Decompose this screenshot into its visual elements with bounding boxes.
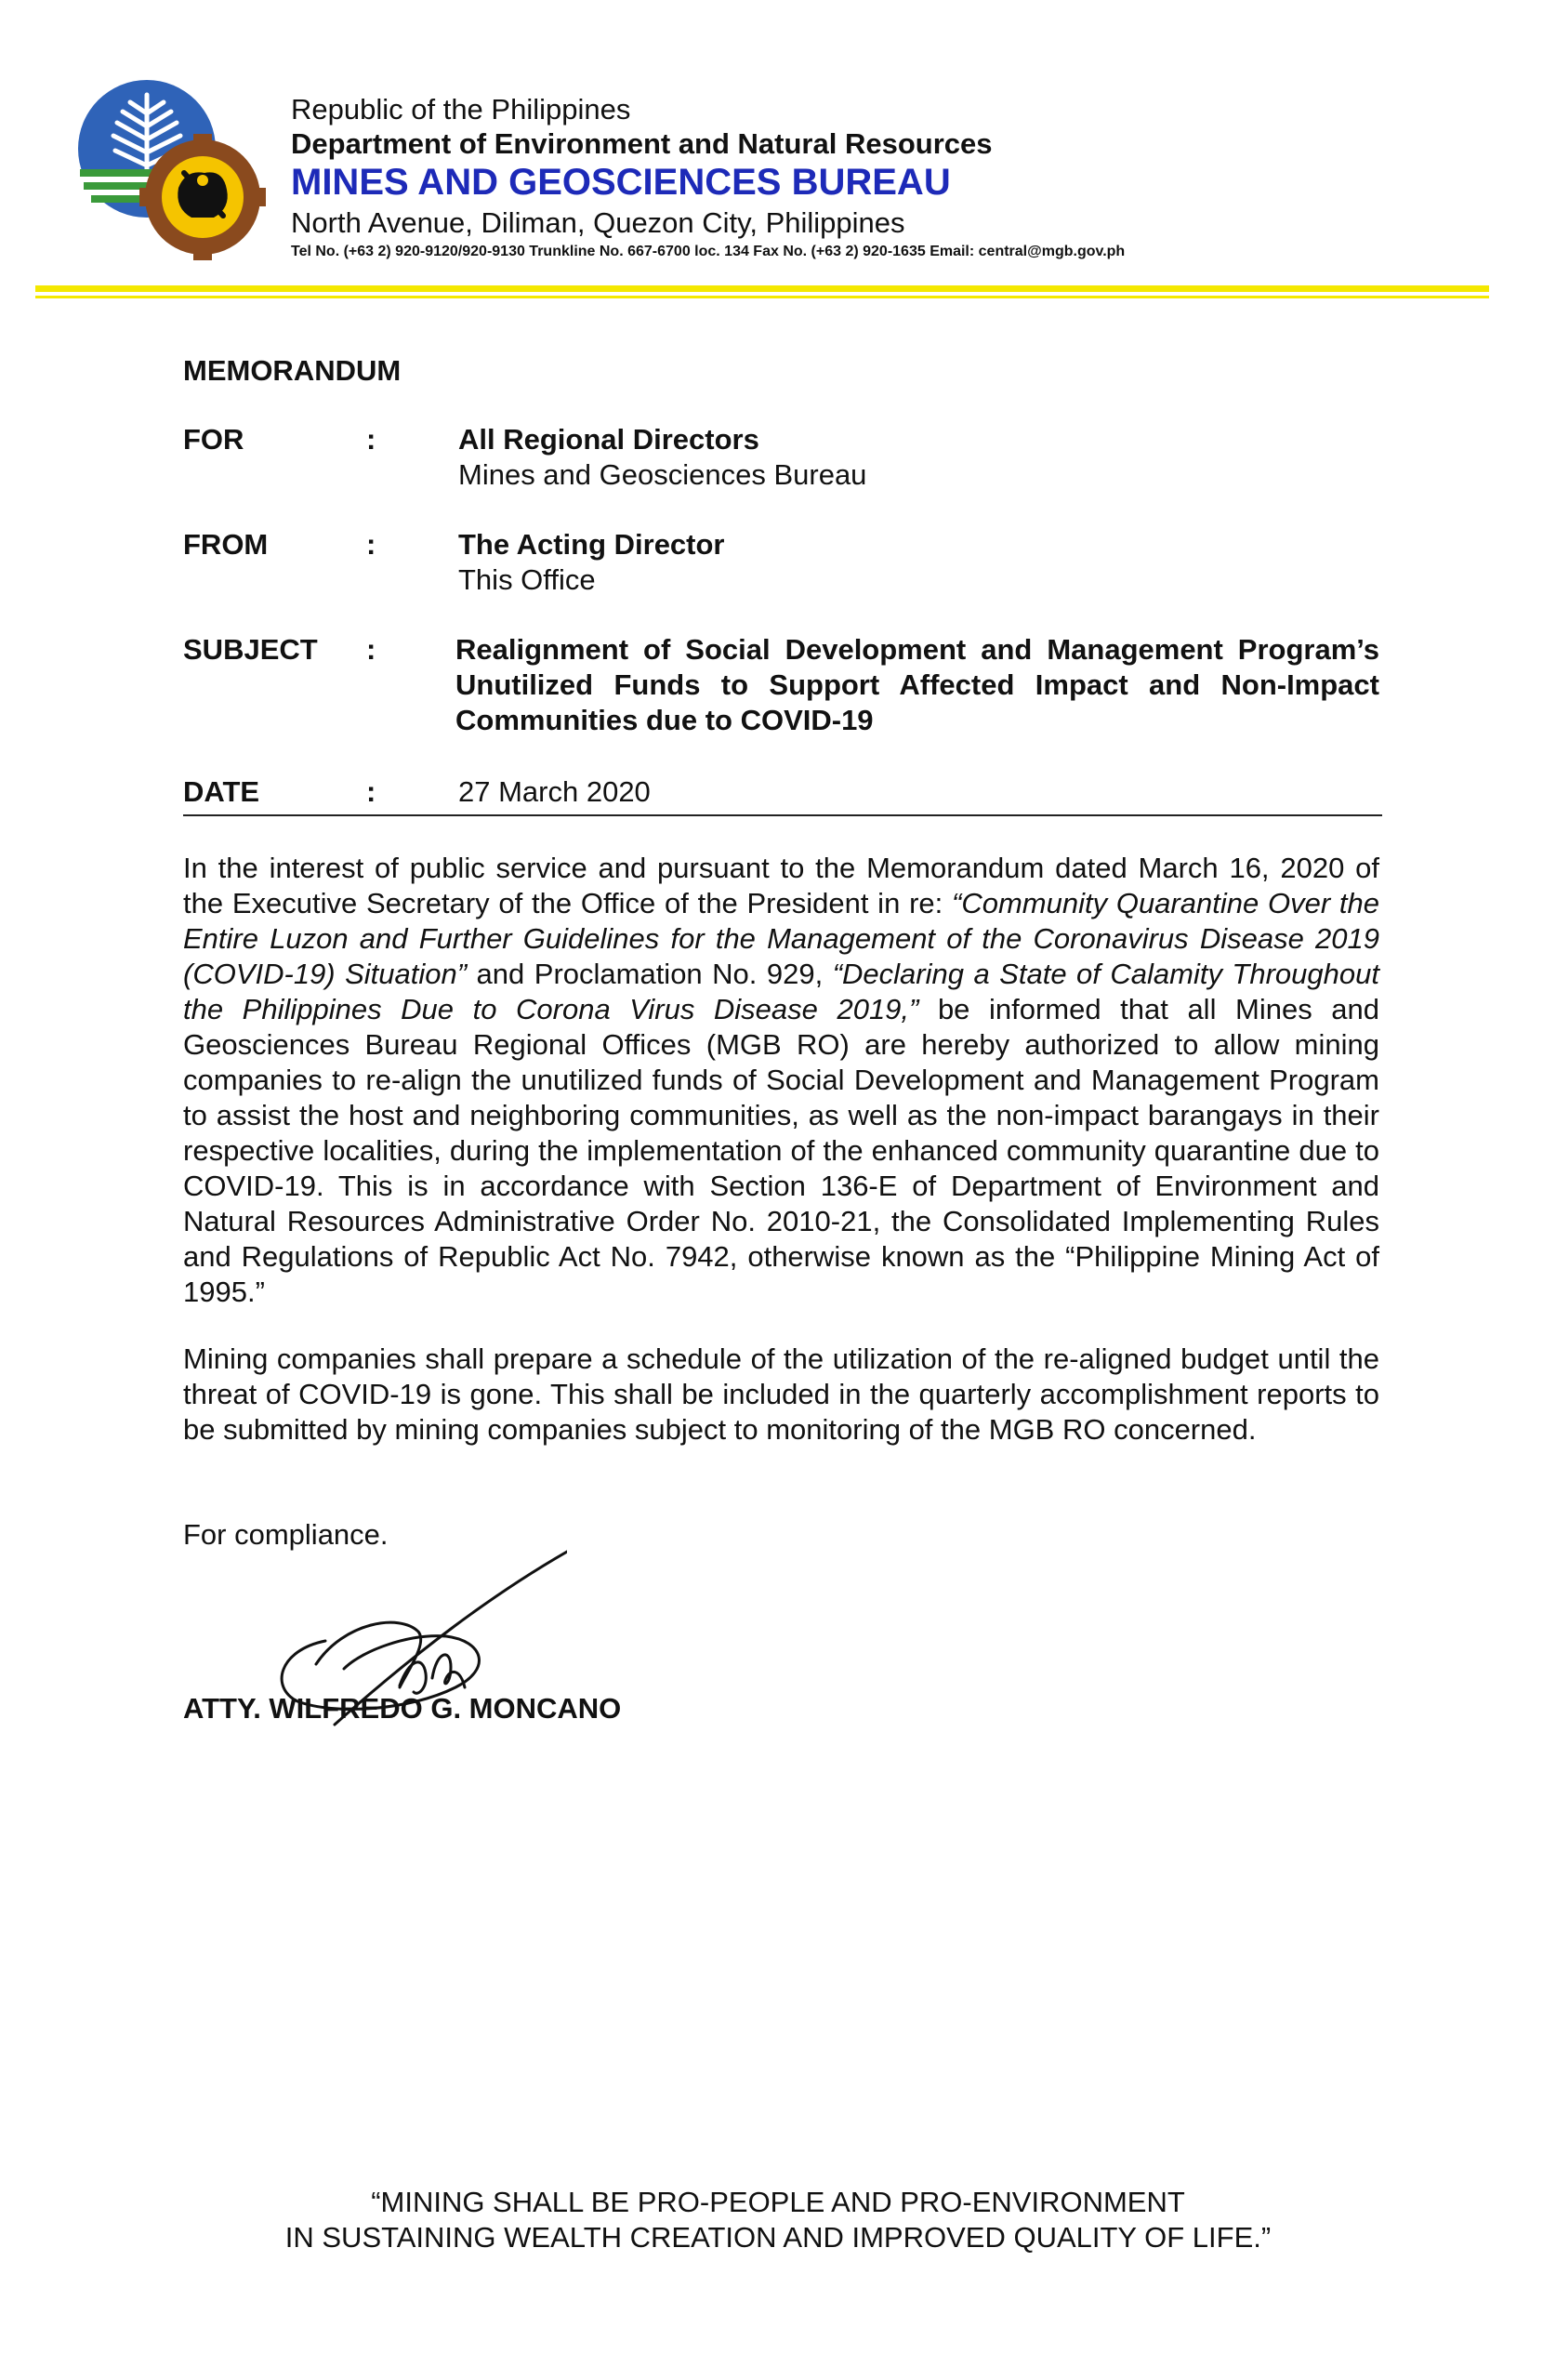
for-label: FOR [183, 423, 244, 456]
memo-title: MEMORANDUM [183, 354, 402, 387]
motto-line-2: IN SUSTAINING WEALTH CREATION AND IMPROVED QUALITY OF LIFE.” [284, 2221, 1272, 2254]
subject-text: Realignment of Social Development and Management Program’s Unutilized Funds to Support Affected Impact and Non-Impact Communities due to COVID-19 [455, 633, 1379, 736]
date-label: DATE [183, 775, 260, 808]
letterhead-country: Republic of the Philippines [291, 93, 631, 126]
for-colon: : [366, 423, 376, 456]
closing-line: For compliance. [183, 1518, 389, 1551]
header-divider [183, 814, 1382, 816]
from-name: The Acting Director [458, 528, 725, 561]
letterhead-contact: Tel No. (+63 2) 920-9120/920-9130 Trunkline No. 667-6700 loc. 134 Fax No. (+63 2) 920-1635 Email: central@mgb.gov.ph [291, 244, 1126, 259]
dern-mgb-seal-icon [74, 76, 270, 262]
letterhead-address: North Avenue, Diliman, Quezon City, Philippines [291, 206, 905, 239]
letterhead-bureau: MINES AND GEOSCIENCES BUREAU [291, 162, 951, 203]
body-paragraph-1 [183, 851, 1379, 1310]
letterhead-rule-thin [35, 296, 1489, 298]
signatory-name: ATTY. WILFREDO G. MONCANO [183, 1692, 622, 1725]
date-value: 27 March 2020 [458, 775, 651, 808]
p1-and: and Proclamation No. 929, [467, 958, 833, 990]
from-office: This Office [458, 563, 596, 596]
footer-motto [0, 2185, 1556, 2255]
p1-memo-title: “Community Quarantine Over the Entire Luzon and Further Guidelines for the Management of the Coronavirus Disease 2019 (COVID-19) Situation” [183, 887, 1379, 990]
letterhead-rule [35, 285, 1489, 292]
subject-label: SUBJECT [183, 633, 318, 666]
from-colon: : [366, 528, 376, 561]
from-label: FROM [183, 528, 269, 561]
subject-colon: : [366, 633, 376, 666]
letterhead-department: Department of Environment and Natural Resources [291, 127, 993, 160]
for-name: All Regional Directors [458, 423, 759, 456]
for-office: Mines and Geosciences Bureau [458, 458, 867, 491]
motto-line-1: “MINING SHALL BE PRO-PEOPLE AND PRO-ENVIRONMENT [371, 2186, 1185, 2218]
p1-rest: be informed that all Mines and Geosciences Bureau Regional Offices (MGB RO) are hereby authorized to allow mining companies to re-align the unutilized funds of Social Development and Management Program to assist the host and neighboring communities, as well as the non-impact barangays in their respective localities, during the implementation of the enhanced community quarantine due to COVID-19. This is in accordance with Section 136-E of Department of Environment and Natural Resources Administrative Order No. 2010-21, the Consolidated Implementing Rules and Regulations of Republic Act No. 7942, otherwise known as the “Philippine Mining Act of 1995.” [183, 993, 1380, 1308]
body-paragraph-2: Mining companies shall prepare a schedule of the utilization of the re-aligned budget until the threat of COVID-19 is gone. This shall be included in the quarterly accomplishment reports to be submitted by mining companies subject to monitoring of the MGB RO concerned. [183, 1342, 1379, 1446]
date-colon: : [366, 775, 376, 808]
p1-proclamation-title: “Declaring a State of Calamity Throughout the Philippines Due to Corona Virus Disease 2019,” [183, 958, 1379, 1025]
p1-intro: In the interest of public service and pursuant to the Memorandum dated March 16, 2020 of the Executive Secretary of the Office of the President in re: [183, 852, 1379, 919]
